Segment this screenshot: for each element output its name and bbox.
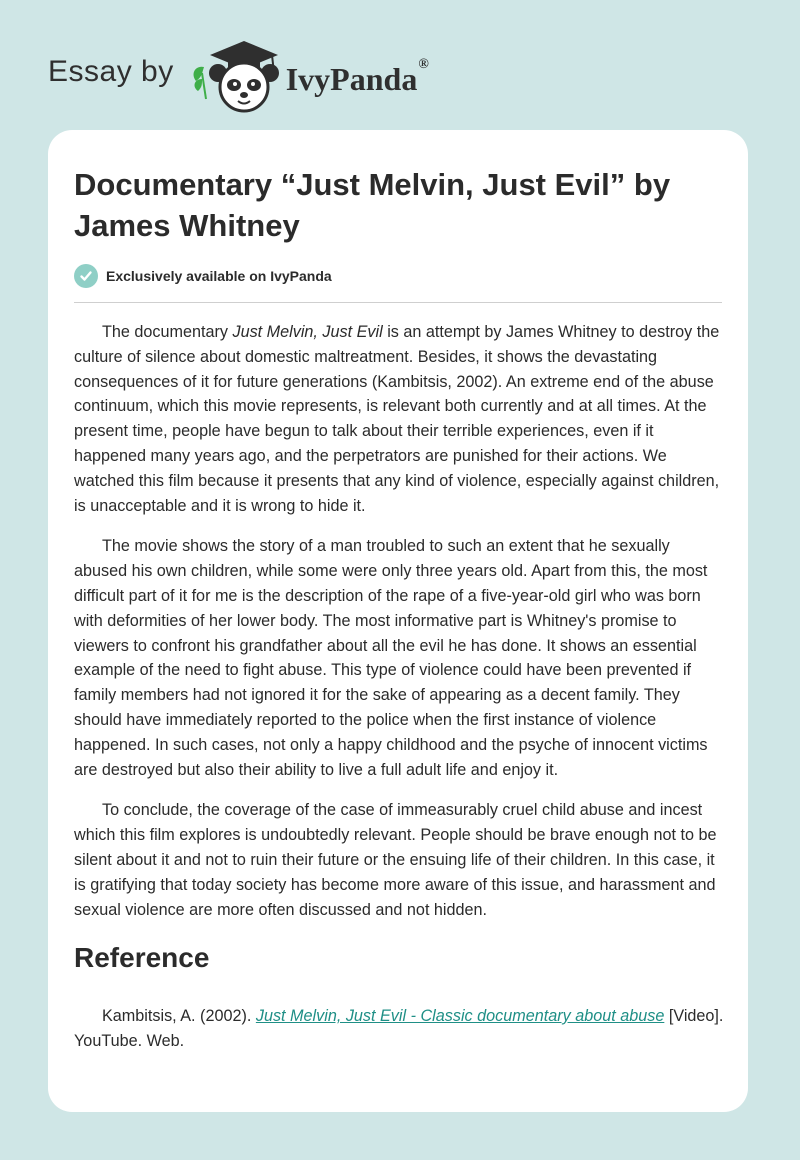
- divider: [74, 302, 722, 303]
- paragraph-1: [74, 320, 726, 518]
- paragraph-1-lead: The documentary: [102, 323, 233, 341]
- trademark-symbol: ®: [418, 56, 429, 72]
- essay-by-label: Essay by: [48, 55, 174, 88]
- paragraph-1-rest: is an attempt by James Whitney to destroy the culture of silence about domestic maltreatment. Besides, it shows the devastating consequences of it for future generations (Kambitsis, 2002). An extreme end of the abuse continuum, which this movie represents, is relevant both currently and at all times. At the present time, people have begun to talk about their terrible experiences, even if it happened many years ago, and the perpetrators are punished for their actions. We watched this film because it presents that any kind of violence, especially against children, is unacceptable and it is wrong to hide it.: [74, 323, 720, 515]
- reference-entry: [74, 1004, 726, 1054]
- exclusive-badge: [74, 264, 332, 288]
- page-title: Documentary “Just Melvin, Just Evil” by James Whitney: [74, 167, 671, 243]
- panda-graduate-icon: [188, 37, 280, 115]
- reference-author: Kambitsis, A. (2002).: [102, 1007, 256, 1025]
- essay-card: [48, 130, 748, 1112]
- essay-body: [74, 320, 726, 938]
- site-header: [48, 36, 429, 116]
- badge-label: Exclusively available on IvyPanda: [106, 268, 332, 284]
- paragraph-3: To conclude, the coverage of the case of immeasurably cruel child abuse and incest which this film explores is undoubtedly relevant. People should be brave enough not to be silent about it and not to ruin their future or the ensuing life of their children. In this case, it is gratifying that today society has become more aware of this issue, and harassment and sexual violence are more often discussed and not hidden.: [74, 801, 717, 919]
- paragraph-2: The movie shows the story of a man troubled to such an extent that he sexually abused his own children, while some were only three years old. Apart from this, the most difficult part of it for me is the description of the rape of a five-year-old girl who was born with deformities of her lower body. The most informative part is Whitney's promise to viewers to confront his grandfather about all the evil he has done. It shows an essential example of the need to fight abuse. This type of violence could have been prevented if family members had not ignored it for the sake of appearing as a decent family. They should have immediately reported to the police when the first instance of violence happened. In such cases, not only a happy childhood and the psyche of innocent victims are destroyed but also their ability to live a full adult life and enjoy it.: [74, 537, 708, 779]
- reference-suffix: [Video]. YouTube. Web.: [74, 1007, 724, 1050]
- reference-link[interactable]: Just Melvin, Just Evil - Classic documentary about abuse: [255, 1007, 665, 1025]
- brand-name: [285, 56, 429, 98]
- reference-heading: Reference: [74, 942, 210, 973]
- checkmark-icon: [74, 264, 98, 288]
- film-title: Just Melvin, Just Evil: [232, 323, 383, 341]
- brand-label: IvyPanda: [285, 60, 418, 97]
